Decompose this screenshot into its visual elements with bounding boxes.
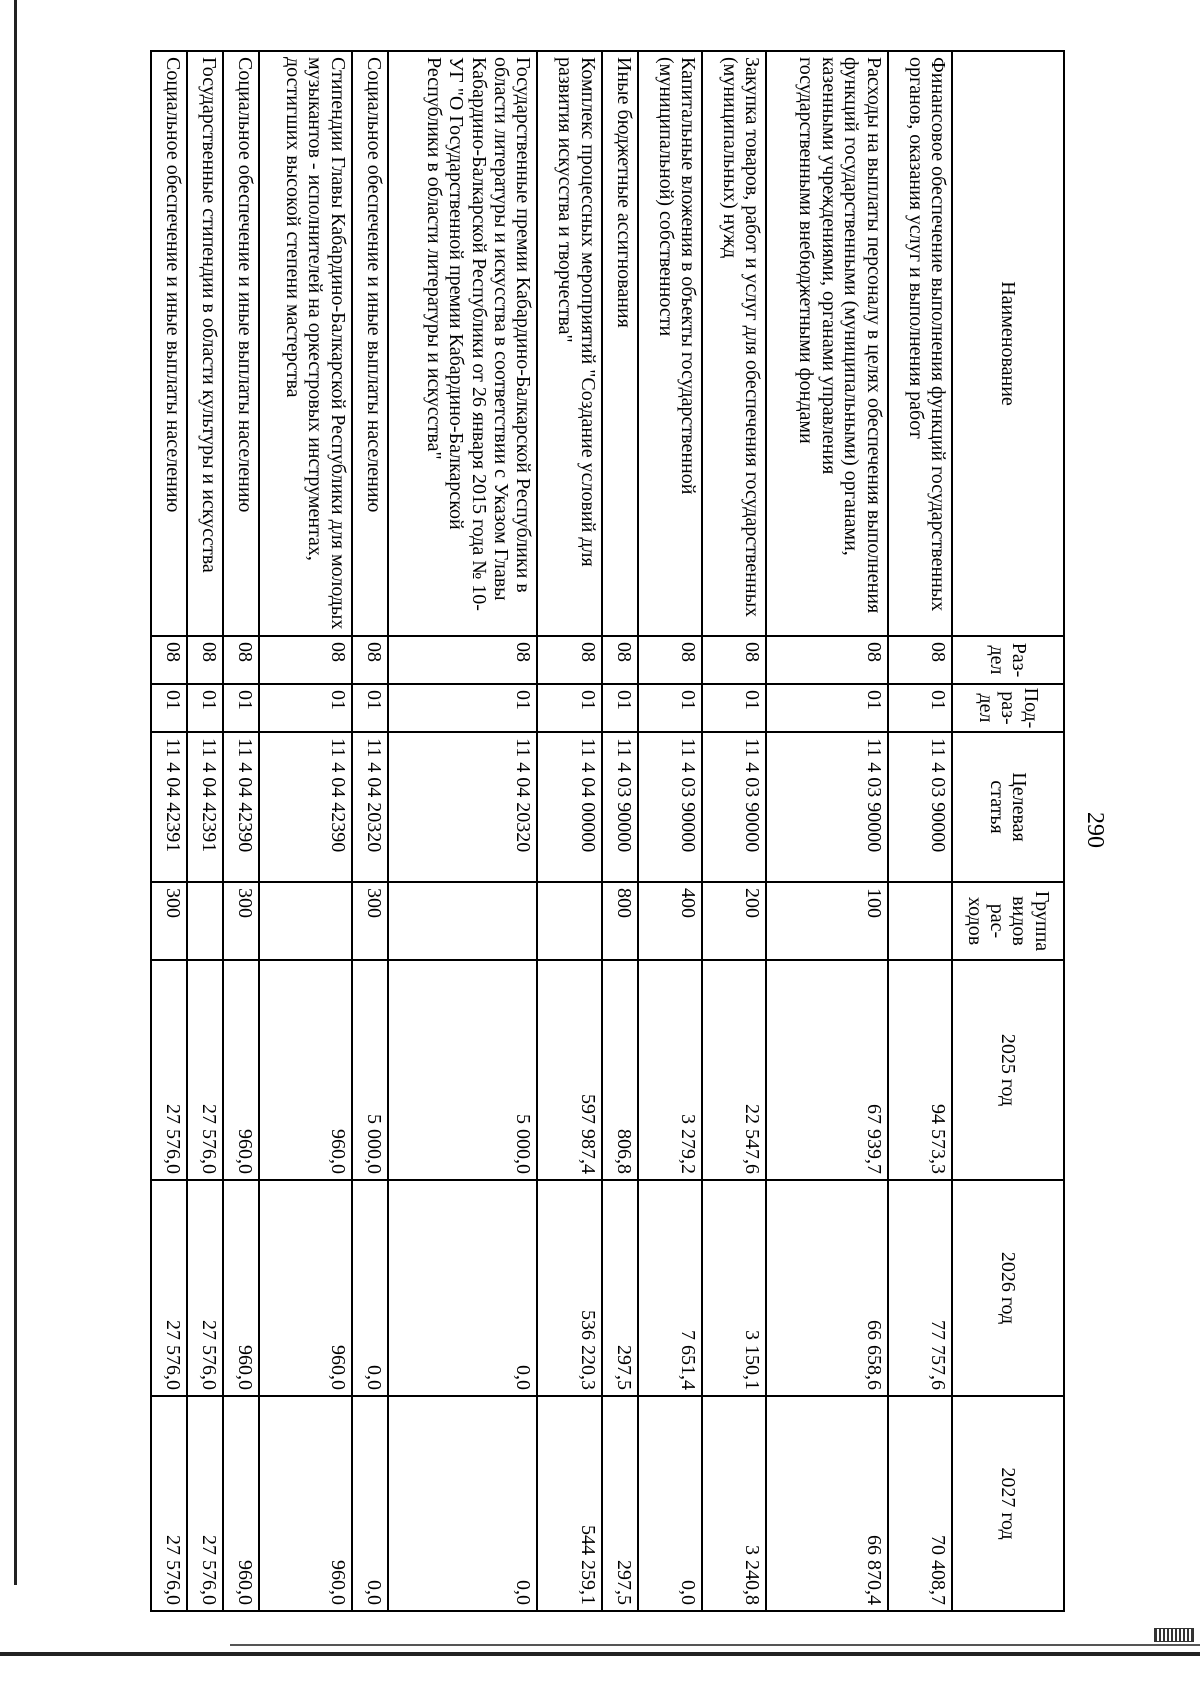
cell-amount-2025: 27 576,0: [187, 960, 223, 1180]
table-row: [187, 51, 223, 1611]
cell-podrazdel: 01: [259, 684, 352, 732]
cell-podrazdel: 01: [537, 684, 601, 732]
cell-amount-2026: 0,0: [388, 1180, 538, 1396]
cell-name: Социальное обеспечение и иные выплаты населению: [223, 51, 259, 636]
cell-razdel: 08: [638, 636, 702, 684]
cell-amount-2025: 67 939,7: [766, 960, 887, 1180]
cell-amount-2025: 94 573,3: [888, 960, 952, 1180]
cell-amount-2026: 7 651,4: [638, 1180, 702, 1396]
cell-amount-2027: 27 576,0: [151, 1396, 187, 1611]
budget-table: [150, 50, 1065, 1612]
cell-expense-group: [888, 882, 952, 960]
cell-name: Финансовое обеспечение выполнения функций государственных органов, оказания услуг и выполнения работ: [888, 51, 952, 636]
table-row: [702, 51, 766, 1611]
cell-podrazdel: 01: [151, 684, 187, 732]
table-row: [151, 51, 187, 1611]
cell-razdel: 08: [259, 636, 352, 684]
rotated-document-page: [140, 50, 1200, 1610]
header-razdel: Раз- дел: [952, 636, 1064, 684]
cell-podrazdel: 01: [223, 684, 259, 732]
cell-amount-2026: 27 576,0: [187, 1180, 223, 1396]
cell-podrazdel: 01: [602, 684, 638, 732]
cell-amount-2027: 544 259,1: [537, 1396, 601, 1611]
cell-razdel: 08: [388, 636, 538, 684]
table-row: [766, 51, 887, 1611]
cell-amount-2027: 297,5: [602, 1396, 638, 1611]
table-row: [602, 51, 638, 1611]
cell-amount-2026: 0,0: [352, 1180, 388, 1396]
header-expense-group: Группа видов рас- ходов: [952, 882, 1064, 960]
cell-name: Иные бюджетные ассигнования: [602, 51, 638, 636]
cell-target-article: 11 4 04 20320: [352, 732, 388, 882]
cell-expense-group: 300: [223, 882, 259, 960]
scan-edge-bottom-inner: [230, 1644, 1200, 1646]
cell-razdel: 08: [187, 636, 223, 684]
scan-edge-bottom: [0, 1652, 1200, 1656]
cell-target-article: 11 4 03 90000: [888, 732, 952, 882]
cell-amount-2026: 27 576,0: [151, 1180, 187, 1396]
cell-expense-group: [388, 882, 538, 960]
cell-target-article: 11 4 03 90000: [602, 732, 638, 882]
table-row: [352, 51, 388, 1611]
cell-target-article: 11 4 03 90000: [638, 732, 702, 882]
cell-amount-2026: 297,5: [602, 1180, 638, 1396]
table-row: [537, 51, 601, 1611]
header-year-2026: 2026 год: [952, 1180, 1064, 1396]
cell-name: Государственные стипендии в области культуры и искусства: [187, 51, 223, 636]
cell-name: Комплекс процессных мероприятий "Создание условий для развития искусства и творчества": [537, 51, 601, 636]
cell-podrazdel: 01: [702, 684, 766, 732]
page-number: 290: [1082, 812, 1108, 848]
cell-target-article: 11 4 04 42391: [151, 732, 187, 882]
cell-target-article: 11 4 04 42390: [223, 732, 259, 882]
cell-amount-2027: 66 870,4: [766, 1396, 887, 1611]
cell-razdel: 08: [888, 636, 952, 684]
cell-name: Стипендии Главы Кабардино-Балкарской Республики для молодых музыкантов - исполнителей на оркестровых инструментах, достигших высокой степени мастерства: [259, 51, 352, 636]
cell-razdel: 08: [766, 636, 887, 684]
cell-amount-2027: 0,0: [638, 1396, 702, 1611]
cell-name: Расходы на выплаты персоналу в целях обеспечения выполнения функций государственными (муниципальными) органами, казенными учреждениями, органами управления государственными внебюджетными фондами: [766, 51, 887, 636]
scan-edge-left: [14, 0, 17, 1585]
cell-amount-2025: 5 000,0: [388, 960, 538, 1180]
cell-name: Социальное обеспечение и иные выплаты населению: [352, 51, 388, 636]
cell-amount-2026: 960,0: [259, 1180, 352, 1396]
cell-amount-2027: 0,0: [388, 1396, 538, 1611]
cell-expense-group: 200: [702, 882, 766, 960]
cell-amount-2025: 960,0: [259, 960, 352, 1180]
cell-target-article: 11 4 04 20320: [388, 732, 538, 882]
cell-amount-2026: 960,0: [223, 1180, 259, 1396]
header-year-2025: 2025 год: [952, 960, 1064, 1180]
cell-amount-2027: 70 408,7: [888, 1396, 952, 1611]
cell-amount-2027: 960,0: [223, 1396, 259, 1611]
cell-razdel: 08: [352, 636, 388, 684]
cell-expense-group: 300: [352, 882, 388, 960]
table-row: [638, 51, 702, 1611]
header-name: Наименование: [952, 51, 1064, 636]
cell-podrazdel: 01: [187, 684, 223, 732]
cell-podrazdel: 01: [888, 684, 952, 732]
cell-podrazdel: 01: [766, 684, 887, 732]
cell-amount-2025: 806,8: [602, 960, 638, 1180]
cell-amount-2025: 960,0: [223, 960, 259, 1180]
cell-expense-group: [187, 882, 223, 960]
cell-target-article: 11 4 04 00000: [537, 732, 601, 882]
cell-target-article: 11 4 04 42390: [259, 732, 352, 882]
header-target-article: Целевая статья: [952, 732, 1064, 882]
table-row: [388, 51, 538, 1611]
cell-podrazdel: 01: [352, 684, 388, 732]
cell-razdel: 08: [537, 636, 601, 684]
cell-amount-2025: 3 279,2: [638, 960, 702, 1180]
cell-name: Закупка товаров, работ и услуг для обеспечения государственных (муниципальных) нужд: [702, 51, 766, 636]
cell-podrazdel: 01: [638, 684, 702, 732]
cell-expense-group: [259, 882, 352, 960]
cell-amount-2027: 960,0: [259, 1396, 352, 1611]
cell-razdel: 08: [602, 636, 638, 684]
table-header-row: [952, 51, 1064, 1611]
cell-razdel: 08: [223, 636, 259, 684]
table-row: [259, 51, 352, 1611]
cell-name: Социальное обеспечение и иные выплаты населению: [151, 51, 187, 636]
cell-amount-2027: 3 240,8: [702, 1396, 766, 1611]
cell-amount-2027: 27 576,0: [187, 1396, 223, 1611]
cell-amount-2025: 597 987,4: [537, 960, 601, 1180]
cell-razdel: 08: [702, 636, 766, 684]
cell-razdel: 08: [151, 636, 187, 684]
cell-name: Капитальные вложения в объекты государственной (муниципальной) собственности: [638, 51, 702, 636]
cell-name: Государственные премии Кабардино-Балкарской Республики в области литературы и искусства в соответствии с Указом Главы Кабардино-Балкарской Республики от 26 января 2015 года № 10-УГ "О Государственной премии Кабардино-Балкарской Республики в области литературы и искусства": [388, 51, 538, 636]
cell-amount-2026: 536 220,3: [537, 1180, 601, 1396]
cell-expense-group: 800: [602, 882, 638, 960]
cell-target-article: 11 4 03 90000: [702, 732, 766, 882]
cell-amount-2025: 22 547,6: [702, 960, 766, 1180]
cell-amount-2026: 77 757,6: [888, 1180, 952, 1396]
cell-target-article: 11 4 04 42391: [187, 732, 223, 882]
cell-target-article: 11 4 03 90000: [766, 732, 887, 882]
cell-expense-group: [537, 882, 601, 960]
cell-expense-group: 400: [638, 882, 702, 960]
cell-expense-group: 300: [151, 882, 187, 960]
scan-corner-mark: [1154, 1628, 1194, 1642]
cell-expense-group: 100: [766, 882, 887, 960]
cell-amount-2027: 0,0: [352, 1396, 388, 1611]
header-podrazdel: Под- раз- дел: [952, 684, 1064, 732]
cell-amount-2026: 66 658,6: [766, 1180, 887, 1396]
cell-podrazdel: 01: [388, 684, 538, 732]
table-row: [223, 51, 259, 1611]
cell-amount-2026: 3 150,1: [702, 1180, 766, 1396]
header-year-2027: 2027 год: [952, 1396, 1064, 1611]
cell-amount-2025: 5 000,0: [352, 960, 388, 1180]
cell-amount-2025: 27 576,0: [151, 960, 187, 1180]
table-row: [888, 51, 952, 1611]
